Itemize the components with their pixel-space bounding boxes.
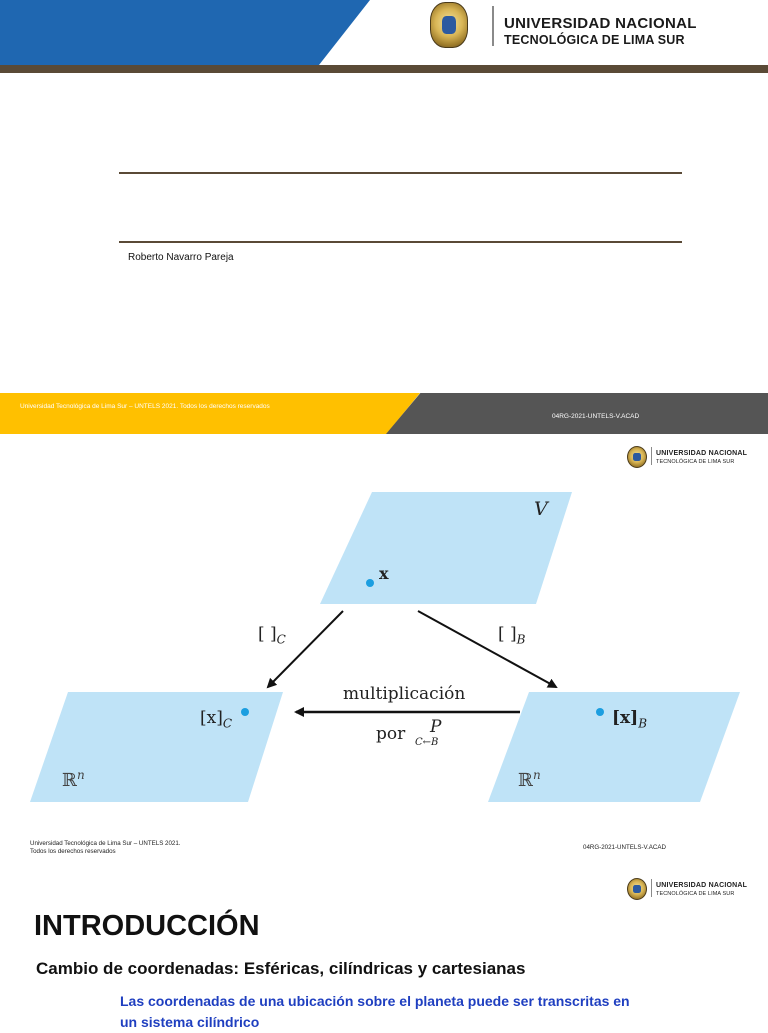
label-Rn-right: ℝ$^n$ [518, 768, 541, 791]
university-seal [430, 2, 468, 48]
footer-copyright-line2: Todos los derechos reservados [30, 848, 116, 855]
point-x-B [596, 708, 604, 716]
university-name-line1: UNIVERSIDAD NACIONAL [504, 15, 697, 32]
university-name-line2: TECNOLÓGICA DE LIMA SUR [504, 33, 685, 47]
label-x-C: $[x]_C$ [200, 708, 233, 731]
footer-copyright-line1: Universidad Tecnológica de Lima Sur – UNTELS 2021. [30, 840, 181, 847]
label-P: P [430, 717, 442, 737]
label-Rn-left: ℝ$^n$ [62, 768, 85, 791]
slide-3 [0, 868, 768, 1030]
slide-subtitle: Cambio de coordenadas: Esféricas, cilíndricas y cartesianas [36, 959, 526, 978]
footer-copyright: Universidad Tecnológica de Lima Sur – UNTELS 2021. Todos los derechos reservados [20, 403, 270, 410]
arrow-to-B [418, 611, 556, 687]
university-name-small-line2: TECNOLÓGICA DE LIMA SUR [656, 459, 735, 465]
university-name-small-line1: UNIVERSIDAD NACIONAL [656, 882, 748, 889]
slide-1 [0, 0, 768, 434]
slide-title: INTRODUCCIÓN [34, 910, 260, 942]
logo-divider-small [651, 879, 652, 897]
slide-body: Las coordenadas de una ubicación sobre el planeta puede ser transcritas en un sistema cilíndrico [120, 993, 630, 1030]
label-multiplication: multiplicación [343, 684, 466, 704]
header-blue-banner [0, 0, 370, 66]
point-x [366, 579, 374, 587]
university-seal-small [627, 878, 647, 900]
header-brown-bar [0, 65, 768, 73]
label-por: por [376, 724, 406, 744]
logo-divider [492, 6, 494, 46]
slide-2 [0, 434, 768, 868]
author-name: Roberto Navarro Pareja [128, 252, 234, 263]
change-of-basis-diagram [0, 434, 768, 868]
label-V: V [534, 498, 548, 520]
label-P-sub: C←B [415, 737, 439, 748]
label-coord-C: [ ]$_C$ [258, 624, 286, 647]
footer-code: 04RG-2021-UNTELS-V.ACAD [583, 844, 666, 851]
title-rule-bottom [119, 241, 682, 243]
label-x-B: $[x]_B$ [612, 708, 648, 731]
label-x: x [379, 564, 389, 583]
university-name-small-line2: TECNOLÓGICA DE LIMA SUR [656, 891, 735, 897]
title-rule-top [119, 172, 682, 174]
label-coord-B: [ ]$_B$ [498, 624, 526, 647]
university-name-small-line1: UNIVERSIDAD NACIONAL [656, 450, 748, 457]
footer-gold [0, 393, 420, 434]
footer-code: 04RG-2021-UNTELS-V.ACAD [552, 413, 640, 420]
point-x-C [241, 708, 249, 716]
arrow-to-C [268, 611, 343, 687]
